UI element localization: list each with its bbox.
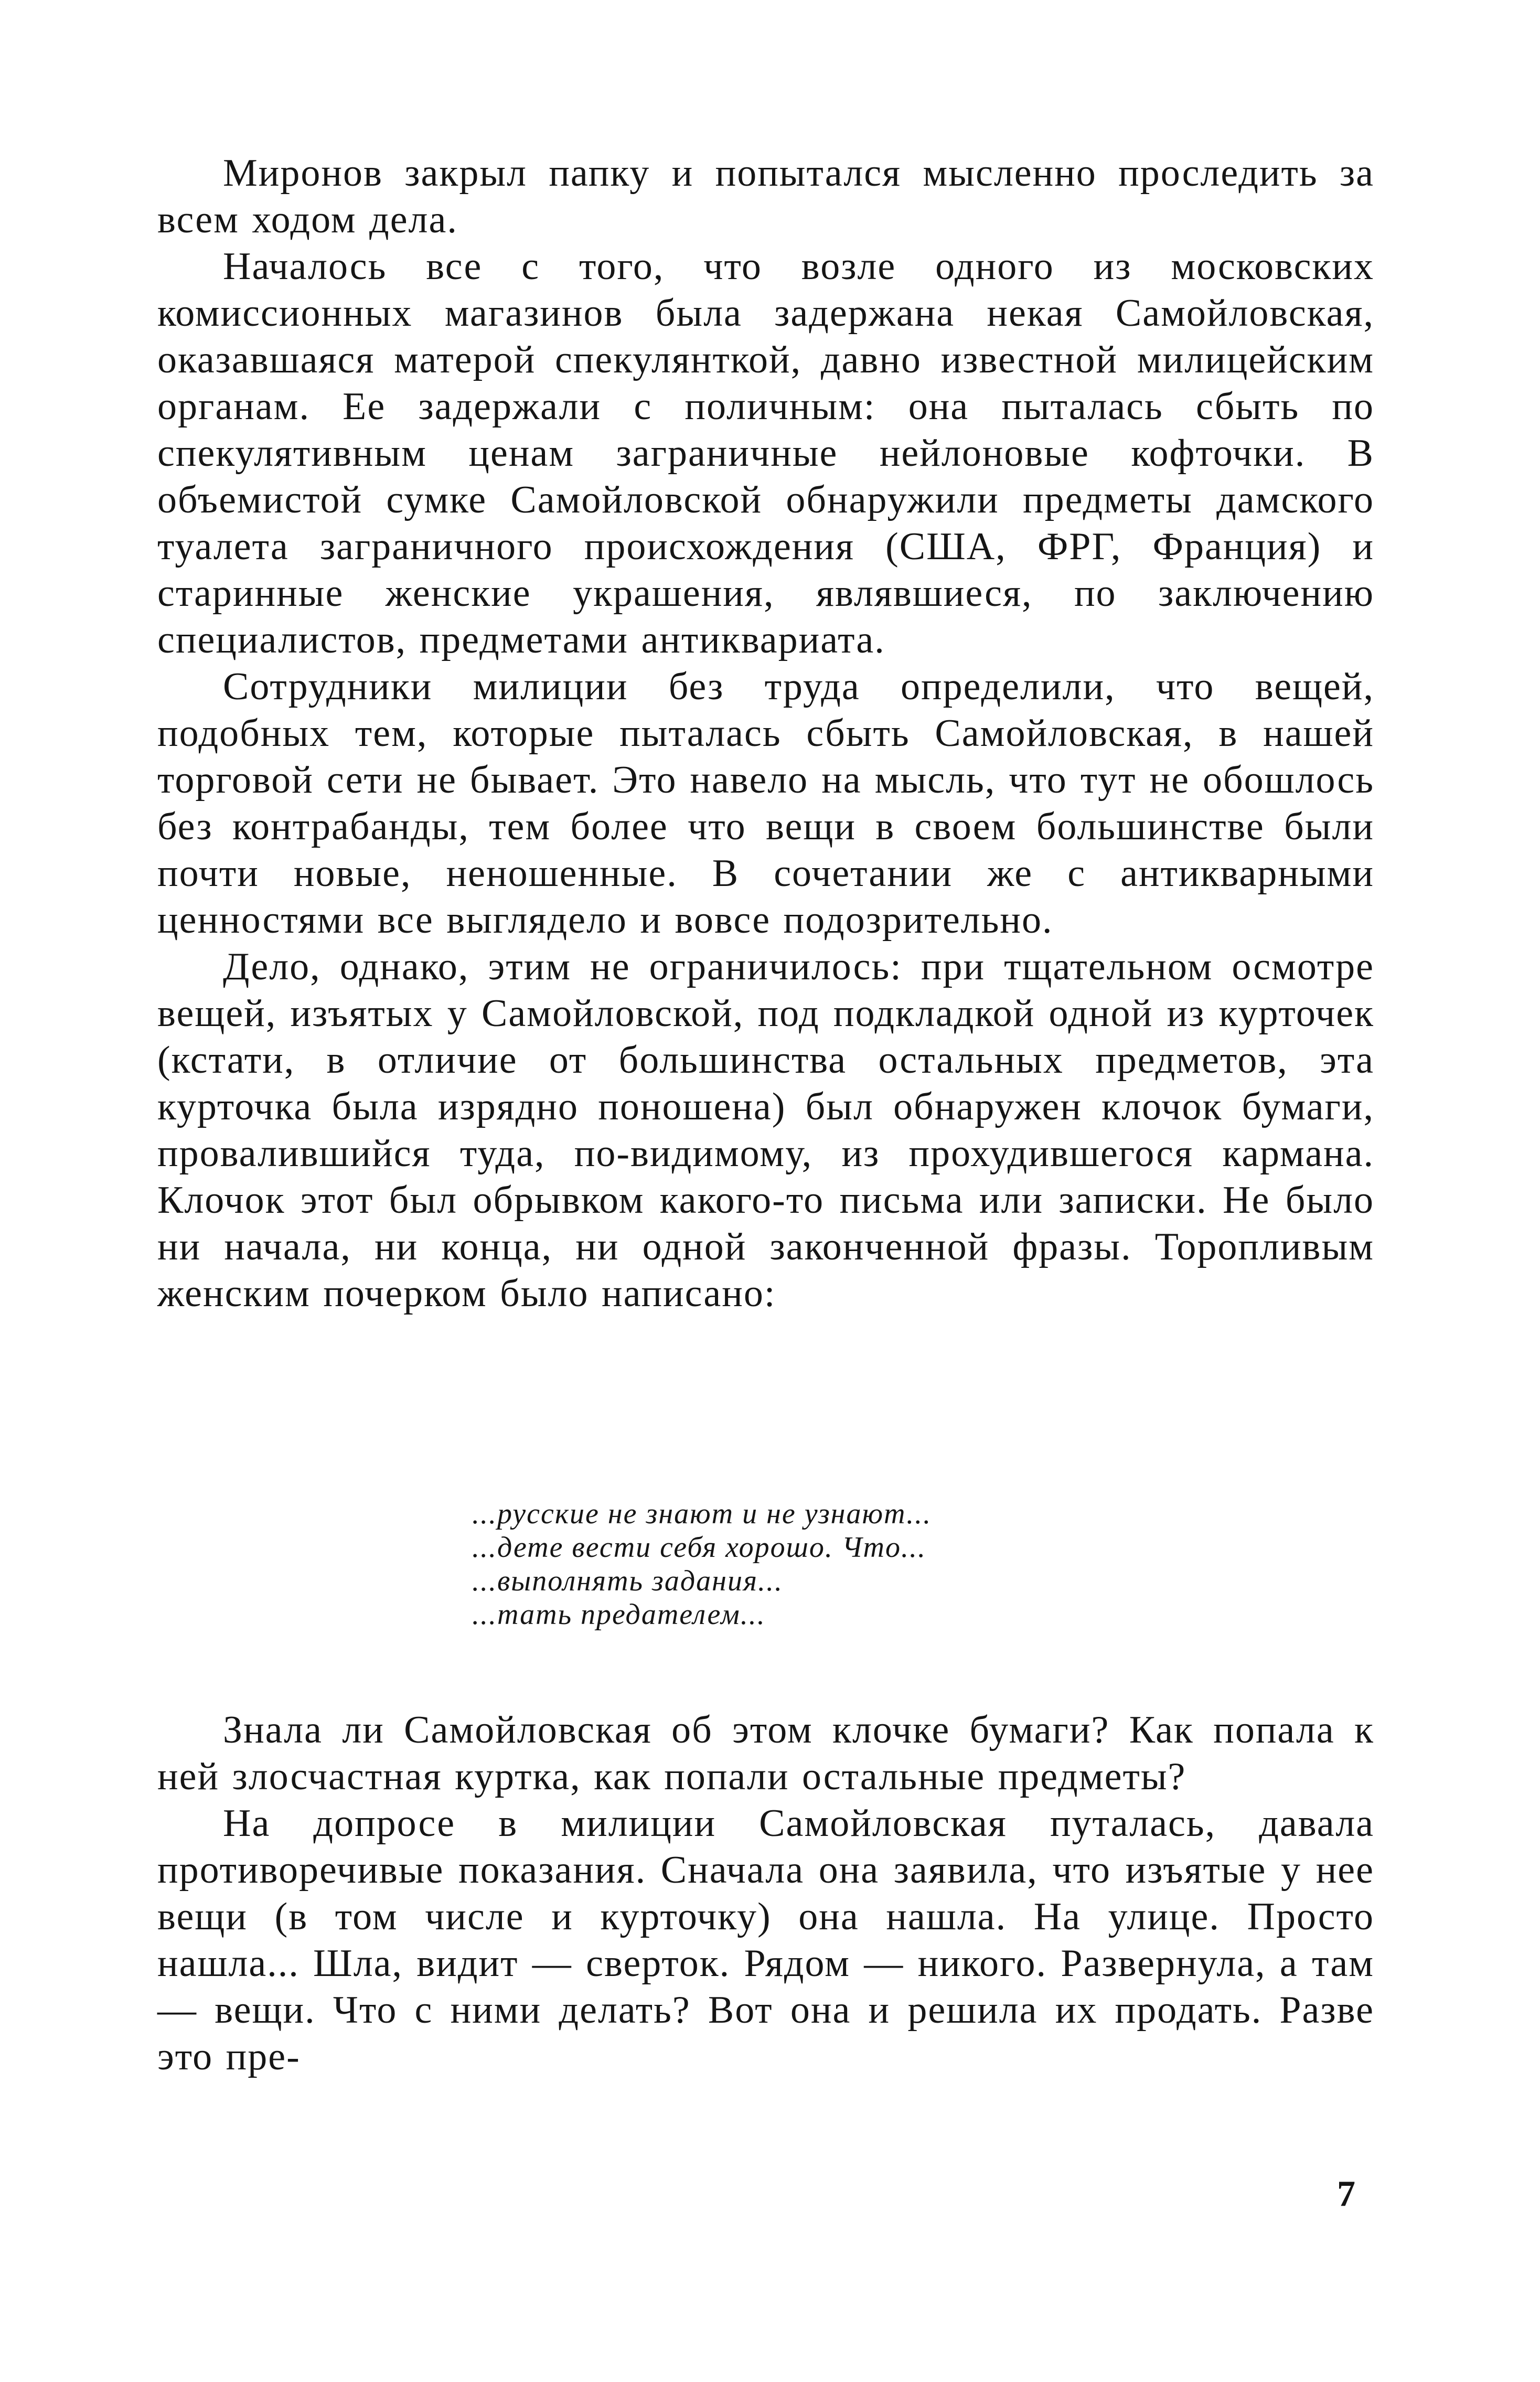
paragraph-6: На допросе в милиции Самойловская путалась, давала противоречивые показания. Сначала она заявила, что изъятые у нее вещи (в том числе и курточку) она нашла. На улице. Просто нашла... Шла, видит — сверток. Рядом — никого. Развернула, а там — вещи. Что с ними делать? Вот она и решила их продать. Разве это пре- [157, 1802, 1374, 2078]
paragraph-4: Дело, однако, этим не ограничилось: при тщательном осмотре вещей, изъятых у Самойловской, под подкладкой одной из курточек (кстати, в отличие от большинства остальных предметов, эта курточка была изрядно поношена) был обнаружен клочок бумаги, провалившийся туда, по-видимому, из прохудившегося кармана. Клочок этот был обрывком какого-то письма или записки. Не было ни начала, ни конца, ни одной законченной фразы. Торопливым женским почерком было написано: [157, 945, 1374, 1315]
note-line-2: ...дете вести себя хорошо. Что... [472, 1531, 926, 1564]
note-line-4: ...тать предателем... [472, 1598, 766, 1631]
main-text-top [157, 150, 1374, 1317]
paragraph-3: Сотрудники милиции без труда определили, что вещей, подобных тем, которые пыталась сбыть Самойловская, в нашей торговой сети не бывает. Это навело на мысль, что тут не обошлось без контрабанды, тем более что вещи в своем большинстве были почти новые, неношенные. В сочетании же с антикварными ценностями все выглядело и вовсе подозрительно. [157, 665, 1374, 942]
paragraph-5: Знала ли Самойловская об этом клочке бумаги? Как попала к ней злосчастная куртка, как попали остальные предметы? [157, 1708, 1374, 1798]
note-line-3: ...выполнять задания... [472, 1565, 783, 1597]
paragraph-1: Миронов закрыл папку и попытался мысленно проследить за всем ходом дела. [157, 152, 1374, 241]
note-line-1: ...русские не знают и не узнают... [472, 1498, 932, 1530]
page-number: 7 [1337, 2174, 1355, 2214]
paragraph-2: Началось все с того, что возле одного из московских комиссионных магазинов была задержана некая Самойловская, оказавшаяся матерой спекулянткой, давно известной милицейским органам. Ее задержали с поличным: она пыталась сбыть по спекулятивным ценам заграничные нейлоновые кофточки. В объемистой сумке Самойловской обнаружили предметы дамского туалета заграничного происхождения (США, ФРГ, Франция) и старинные женские украшения, являвшиеся, по заключению специалистов, предметами антиквариата. [157, 245, 1374, 661]
main-text-bottom [157, 1707, 1374, 2080]
handwritten-note-quote [472, 1497, 932, 1631]
